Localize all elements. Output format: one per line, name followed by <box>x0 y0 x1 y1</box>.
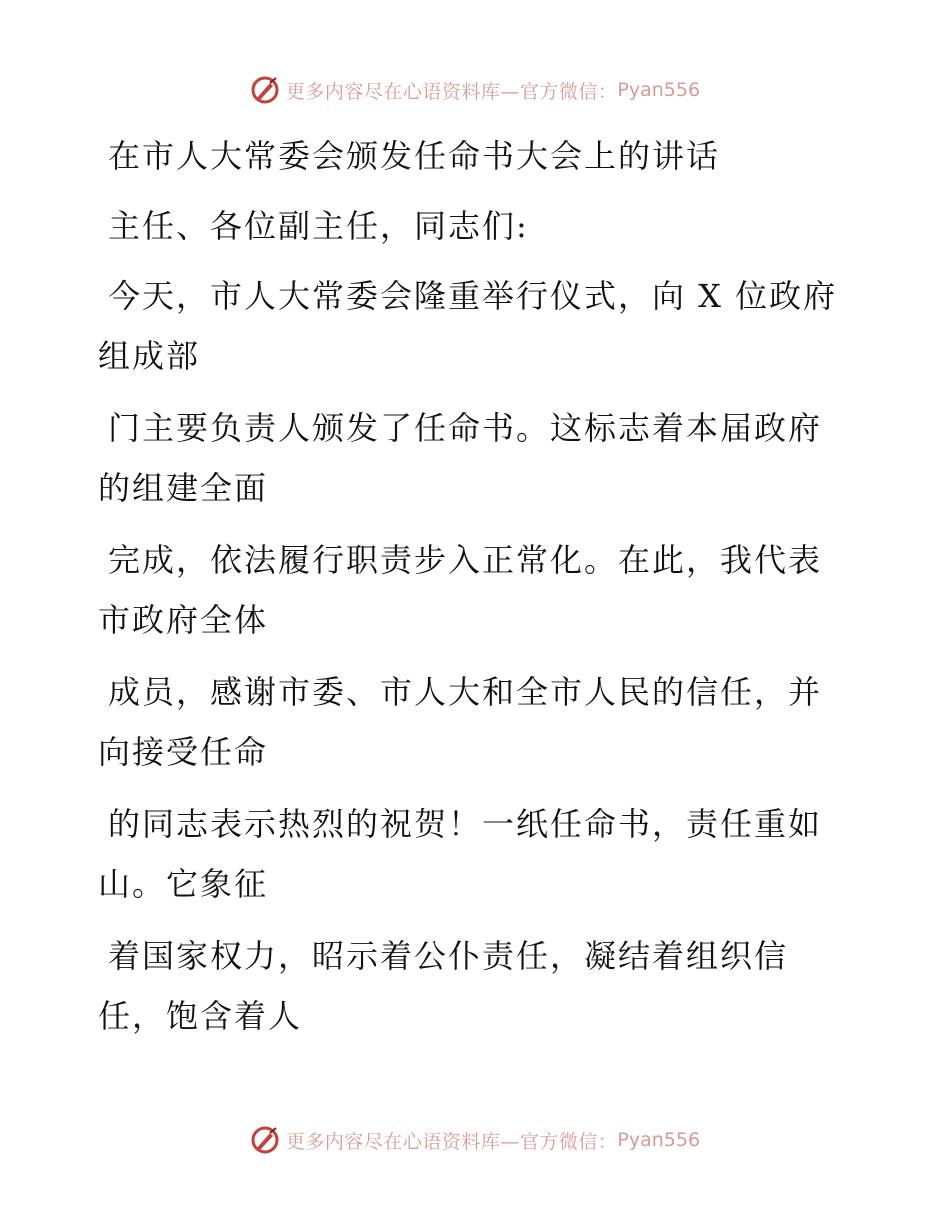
paragraph-line: 组成部 <box>98 337 201 375</box>
watermark-wechat-id: Pyan556 <box>617 79 701 101</box>
watermark-wechat-id: Pyan556 <box>617 1129 701 1151</box>
paragraph-line: 向接受任命 <box>98 733 269 771</box>
paragraph-line: 任，饱含着人 <box>98 997 303 1035</box>
paragraph-line: 的同志表示热烈的祝贺！一纸任命书，责任重如 <box>108 805 823 843</box>
quill-logo-icon <box>250 1125 280 1155</box>
quill-logo-icon <box>250 75 280 105</box>
paragraph-line: 成员，感谢市委、市人大和全市人民的信任，并 <box>108 673 823 711</box>
paragraph-line: 市政府全体 <box>98 601 269 639</box>
paragraph-block <box>98 794 858 914</box>
paragraph-block <box>98 266 858 386</box>
header-watermark <box>0 70 950 110</box>
paragraph-line: 今天，市人大常委会隆重举行仪式，向 X 位政府 <box>108 277 838 315</box>
watermark-text: 更多内容尽在心语资料库—官方微信： <box>285 80 618 103</box>
paragraph-line: 的组建全面 <box>98 469 269 507</box>
document-body <box>98 120 858 1058</box>
paragraph-line: 着国家权力，昭示着公仆责任，凝结着组织信 <box>108 937 789 975</box>
watermark-text: 更多内容尽在心语资料库—官方微信： <box>285 1130 618 1153</box>
paragraph-block <box>98 662 858 782</box>
salutation: 主任、各位副主任，同志们: <box>108 207 529 245</box>
paragraph-block <box>98 398 858 518</box>
paragraph-line: 山。它象征 <box>98 865 269 903</box>
paragraph-block <box>98 926 858 1046</box>
paragraph-line: 门主要负责人颁发了任命书。这标志着本届政府 <box>108 409 823 447</box>
document-title: 在市人大常委会颁发任命书大会上的讲话 <box>108 137 721 175</box>
paragraph-line: 完成，依法履行职责步入正常化。在此，我代表 <box>108 541 823 579</box>
paragraph-block <box>98 530 858 650</box>
footer-watermark <box>0 1120 950 1160</box>
